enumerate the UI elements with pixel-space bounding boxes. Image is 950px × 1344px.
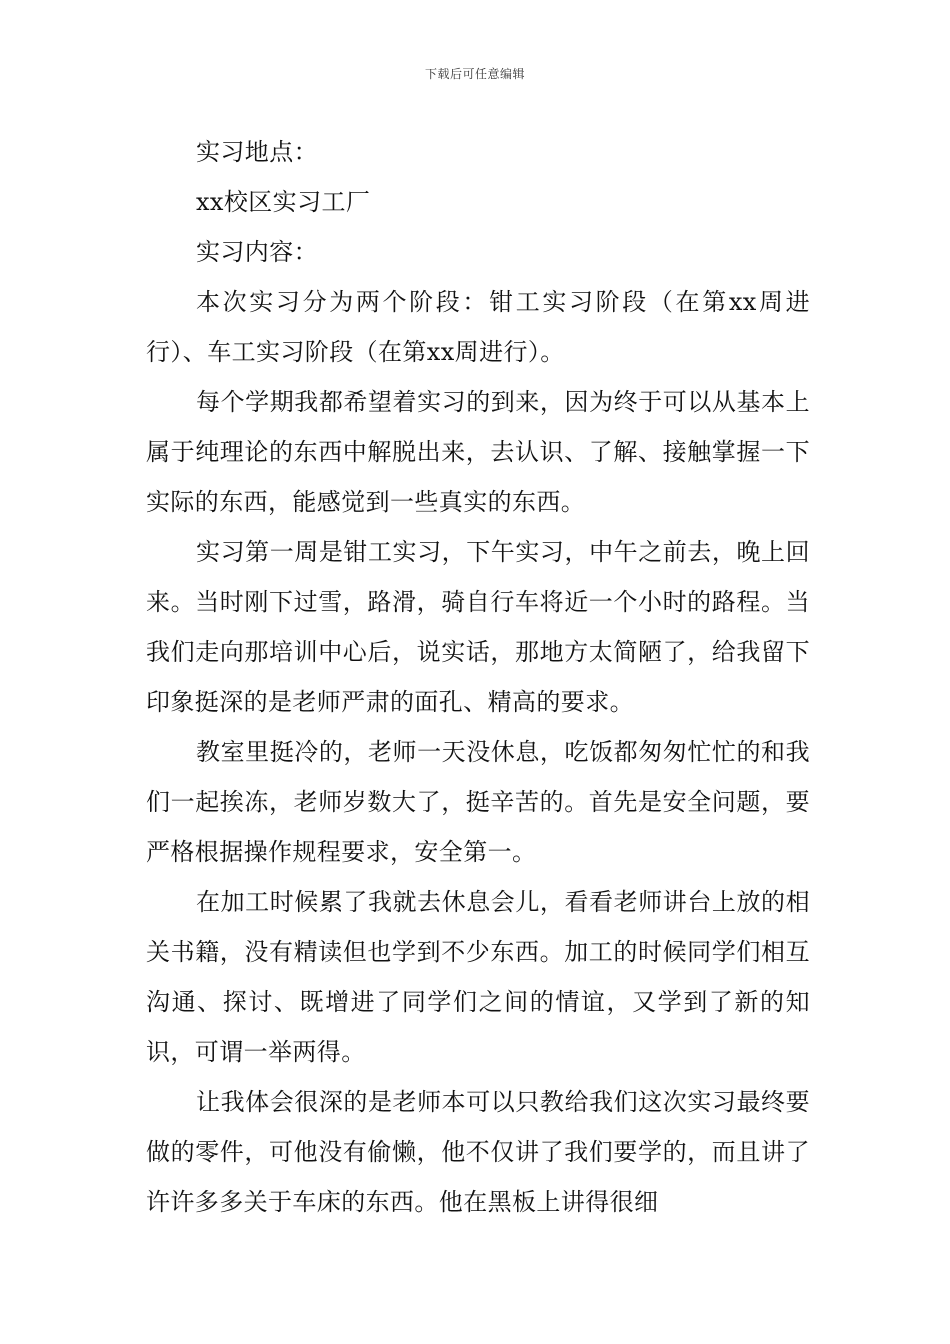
paragraph-processing: 在加工时候累了我就去休息会儿，看看老师讲台上放的相关书籍，没有精读但也学到不少东西。加工的时候同学们相互沟通、探讨、既增进了同学们之间的情谊，又学到了新的知识，可谓一举两得。	[146, 888, 810, 1066]
paragraph-first-week: 实习第一周是钳工实习，下午实习，中午之前去，晚上回来。当时刚下过雪，路滑，骑自行车将近一个小时的路程。当我们走向那培训中心后，说实话，那地方太简陋了，给我留下印象挺深的是老师严肃的面孔、精高的要求。	[146, 538, 810, 716]
paragraph-location-value: xx校区实习工厂	[196, 188, 371, 216]
paragraph-classroom: 教室里挺冷的，老师一天没休息，吃饭都匆匆忙忙的和我们一起挨冻，老师岁数大了，挺辛苦的。首先是安全问题，要严格根据操作规程要求，安全第一。	[146, 738, 810, 866]
paragraph-stages: 本次实习分为两个阶段：钳工实习阶段（在第xx周进行）、车工实习阶段（在第xx周进行）。	[146, 288, 810, 366]
paragraph-location-label: 实习地点：	[196, 138, 318, 166]
page-header-note: 下载后可任意编辑	[424, 67, 525, 81]
paragraph-expectation: 每个学期我都希望着实习的到来，因为终于可以从基本上属于纯理论的东西中解脱出来，去认识、了解、接触掌握一下实际的东西，能感觉到一些真实的东西。	[146, 388, 810, 516]
document-body	[146, 127, 810, 1227]
paragraph-content-label: 实习内容：	[196, 238, 318, 266]
paragraph-teacher: 让我体会很深的是老师本可以只教给我们这次实习最终要做的零件，可他没有偷懒，他不仅讲了我们要学的，而且讲了许许多多关于车床的东西。他在黑板上讲得很细	[146, 1088, 810, 1216]
